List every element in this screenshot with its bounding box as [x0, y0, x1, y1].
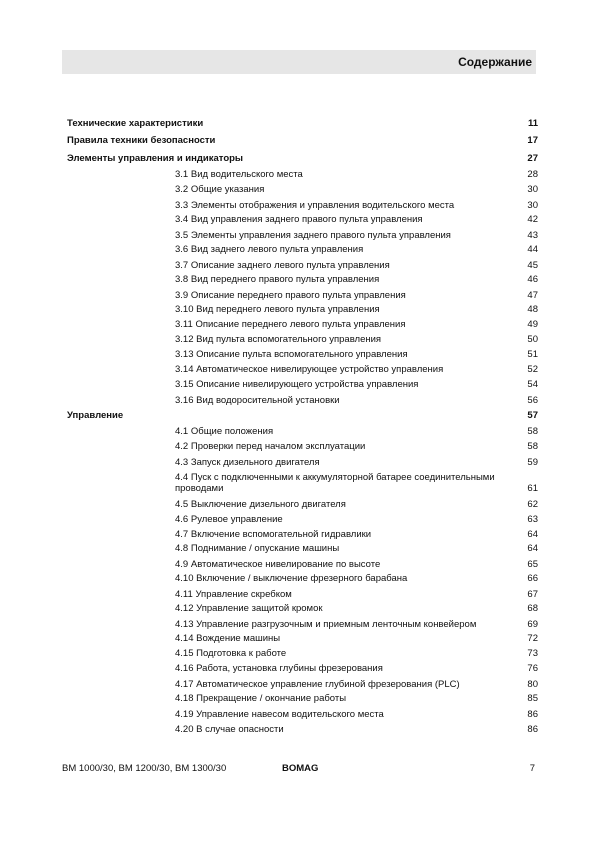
toc-page-number: 68: [527, 603, 538, 614]
toc-entry-title: Управление: [67, 410, 124, 421]
toc-entry-label: [175, 169, 538, 180]
toc-section-number: 3.8: [175, 274, 189, 285]
toc-entry-label: [175, 648, 538, 659]
toc-entry-label: [175, 633, 538, 644]
toc-section-entry[interactable]: [175, 274, 538, 285]
toc-entry-title: Включение / выключение фрезерного барабана: [196, 573, 408, 584]
toc-entry-title: Вид переднего левого пульта управления: [196, 304, 380, 315]
toc-entry-title: В случае опасности: [196, 724, 284, 735]
toc-section-entry[interactable]: [175, 648, 538, 659]
toc-page-number: 47: [527, 290, 538, 301]
toc-section-number: 3.12: [175, 334, 194, 345]
toc-page-number: 66: [527, 573, 538, 584]
toc-page-number: 42: [527, 214, 538, 225]
toc-section-entry[interactable]: [175, 619, 538, 630]
toc-page-number: 56: [527, 395, 538, 406]
footer-models: BM 1000/30, BM 1200/30, BM 1300/30: [62, 763, 227, 774]
toc-page-number: 73: [527, 648, 538, 659]
toc-entry-label: [175, 472, 538, 494]
toc-section-number: 3.7: [175, 260, 189, 271]
toc-entry-label: [175, 543, 538, 554]
toc-page-number: 64: [527, 529, 538, 540]
toc-entry-label: [175, 290, 538, 301]
toc-section-number: 4.8: [175, 543, 189, 554]
toc-entry-label: [175, 589, 538, 600]
toc-chapter-entry[interactable]: [67, 135, 538, 146]
toc-page-number: 85: [527, 693, 538, 704]
toc-page-number: 63: [527, 514, 538, 525]
toc-section-entry[interactable]: [175, 230, 538, 241]
toc-page-number: 62: [527, 499, 538, 510]
toc-section-number: 4.20: [175, 724, 194, 735]
toc-section-number: 3.5: [175, 230, 189, 241]
toc-section-entry[interactable]: [175, 244, 538, 255]
toc-page-number: 64: [527, 543, 538, 554]
toc-section-number: 4.12: [175, 603, 194, 614]
toc-entry-title: Подготовка к работе: [196, 648, 287, 659]
toc-section-entry[interactable]: [175, 559, 538, 570]
toc-section-number: 4.6: [175, 514, 189, 525]
toc-entry-label: [175, 274, 538, 285]
toc-section-number: 3.10: [175, 304, 194, 315]
toc-section-number: 4.16: [175, 663, 194, 674]
toc-section-number: 4.3: [175, 457, 189, 468]
toc-entry-title: Вид пульта вспомогательного управления: [196, 334, 382, 345]
toc-section-entry[interactable]: [175, 679, 538, 690]
toc-entry-label: [175, 709, 538, 720]
toc-page-number: 86: [527, 724, 538, 735]
toc-entry-title: Проверки перед началом эксплуатации: [190, 441, 366, 452]
toc-section-entry[interactable]: [175, 184, 538, 195]
toc-section-entry[interactable]: [175, 514, 538, 525]
toc-section-entry[interactable]: [175, 364, 538, 375]
toc-section-entry[interactable]: [175, 573, 538, 584]
toc-section-number: 4.17: [175, 679, 194, 690]
toc-entry-title: Элементы управления заднего правого пульта управления: [190, 230, 451, 241]
toc-entry-title: Общие положения: [190, 426, 274, 437]
toc-section-number: 3.11: [175, 319, 193, 330]
toc-entry-label: [175, 200, 538, 211]
toc-section-entry[interactable]: [175, 472, 538, 494]
toc-entry-title: Элементы управления и индикаторы: [67, 153, 244, 164]
toc-page-number: 54: [527, 379, 538, 390]
toc-section-entry[interactable]: [175, 529, 538, 540]
toc-entry-label: [175, 379, 538, 390]
toc-page-number: 57: [527, 410, 538, 421]
toc-entry-label: [67, 410, 538, 421]
toc-section-entry[interactable]: [175, 304, 538, 315]
toc-page-number: 17: [527, 135, 538, 146]
toc-entry-label: [175, 426, 538, 437]
toc-section-number: 3.6: [175, 244, 189, 255]
toc-section-entry[interactable]: [175, 200, 538, 211]
toc-entry-label: [175, 349, 538, 360]
toc-section-number: 4.1: [175, 426, 189, 437]
toc-page-number: 11: [527, 118, 538, 129]
page-title: Содержание: [458, 55, 532, 69]
toc-section-entry[interactable]: [175, 169, 538, 180]
toc-section-number: 4.10: [175, 573, 194, 584]
toc-entry-label: [175, 724, 538, 735]
toc-entry-label: [175, 184, 538, 195]
toc-page-number: 86: [527, 709, 538, 720]
toc-page-number: 76: [527, 663, 538, 674]
toc-entry-title: Управление навесом водительского места: [196, 709, 384, 720]
toc-entry-title: Описание заднего левого пульта управления: [190, 260, 390, 271]
toc-entry-title: Описание переднего левого пульта управления: [195, 319, 406, 330]
toc-section-entry[interactable]: [175, 603, 538, 614]
toc-section-number: 3.16: [175, 395, 194, 406]
toc-page-number: 61: [527, 483, 538, 494]
toc-entry-label: [67, 135, 538, 146]
toc-entry-title: Вид водительского места: [190, 169, 303, 180]
toc-entry-label: [175, 693, 538, 704]
toc-section-number: 3.15: [175, 379, 194, 390]
toc-entry-title: Элементы отображения и управления водительского места: [190, 200, 455, 211]
toc-entry-title: Включение вспомогательной гидравлики: [190, 529, 372, 540]
toc-page-number: 48: [527, 304, 538, 315]
toc-chapter-entry[interactable]: [67, 410, 538, 421]
toc-page-number: 30: [527, 184, 538, 195]
toc-page-number: 46: [527, 274, 538, 285]
toc-entry-label: [175, 244, 538, 255]
toc-page-number: 58: [527, 441, 538, 452]
toc-section-entry[interactable]: [175, 334, 538, 345]
toc-entry-title: Автоматическое нивелирование по высоте: [190, 559, 381, 570]
toc-section-entry[interactable]: [175, 441, 538, 452]
toc-page-number: 45: [527, 260, 538, 271]
toc-entry-label: [175, 679, 538, 690]
toc-page-number: 80: [527, 679, 538, 690]
toc-entry-title: Технические характеристики: [67, 118, 204, 129]
toc-entry-label: [175, 334, 538, 345]
toc-entry-title: Общие указания: [190, 184, 265, 195]
toc-entry-title: Описание пульта вспомогательного управления: [196, 349, 408, 360]
toc-entry-label: [175, 559, 538, 570]
toc-section-entry[interactable]: [175, 214, 538, 225]
footer-page-number: 7: [529, 763, 535, 774]
toc-entry-label: [175, 441, 538, 452]
toc-section-entry[interactable]: [175, 395, 538, 406]
toc-section-number: 3.2: [175, 184, 189, 195]
toc-entry-label: [175, 457, 538, 468]
toc-page-number: 49: [527, 319, 538, 330]
toc-section-number: 4.18: [175, 693, 194, 704]
toc-entry-label: [175, 319, 538, 330]
toc-section-entry[interactable]: [175, 319, 538, 330]
toc-chapter-entry[interactable]: [67, 118, 538, 129]
toc-entry-title: Правила техники безопасности: [67, 135, 216, 146]
toc-entry-title: Управление скребком: [195, 589, 292, 600]
toc-entry-title: Запуск дизельного двигателя: [190, 457, 320, 468]
toc-section-entry[interactable]: [175, 260, 538, 271]
toc-section-number: 4.2: [175, 441, 189, 452]
toc-entry-title: Описание нивелирующего устройства управления: [196, 379, 419, 390]
toc-section-number: 4.19: [175, 709, 194, 720]
toc-page-number: 58: [527, 426, 538, 437]
toc-entry-title: Прекращение / окончание работы: [196, 693, 347, 704]
toc-page-number: 51: [527, 349, 538, 360]
toc-page-number: 30: [527, 200, 538, 211]
toc-entry-label: [175, 529, 538, 540]
toc-entry-title: Вид водоросительной установки: [196, 395, 340, 406]
toc-entry-title: Управление разгрузочным и приемным ленточным конвейером: [196, 619, 477, 630]
toc-entry-title: Вид управления заднего правого пульта управления: [190, 214, 423, 225]
toc-section-number: 4.11: [175, 589, 193, 600]
toc-section-entry[interactable]: [175, 543, 538, 554]
toc-entry-label: [175, 663, 538, 674]
toc-section-number: 3.13: [175, 349, 194, 360]
toc-page-number: 44: [527, 244, 538, 255]
toc-entry-label: [175, 364, 538, 375]
toc-entry-title: Вождение машины: [196, 633, 281, 644]
toc-entry-title: Управление защитой кромок: [196, 603, 323, 614]
toc-entry-label: [67, 153, 538, 164]
toc-page-number: 52: [527, 364, 538, 375]
toc-section-number: 4.9: [175, 559, 189, 570]
toc-entry-label: [175, 260, 538, 271]
toc-section-number: 3.4: [175, 214, 189, 225]
toc-section-entry[interactable]: [175, 693, 538, 704]
toc-chapter-entry[interactable]: [67, 153, 538, 164]
toc-page-number: 69: [527, 619, 538, 630]
toc-section-number: 4.4: [175, 472, 189, 483]
toc-entry-label: [175, 214, 538, 225]
toc-section-entry[interactable]: [175, 663, 538, 674]
toc-section-entry[interactable]: [175, 349, 538, 360]
toc-section-number: 4.13: [175, 619, 194, 630]
toc-entry-label: [175, 603, 538, 614]
toc-page-number: 67: [527, 589, 538, 600]
toc-section-number: 3.14: [175, 364, 194, 375]
toc-entry-label: [175, 573, 538, 584]
toc-section-entry[interactable]: [175, 379, 538, 390]
toc-entry-label: [175, 499, 538, 510]
toc-page-number: 27: [527, 153, 538, 164]
toc-section-entry[interactable]: [175, 709, 538, 720]
toc-section-entry[interactable]: [175, 457, 538, 468]
toc-entry-title: Пуск с подключенными к аккумуляторной батарее соединительными проводами: [175, 472, 495, 494]
toc-entry-title: Выключение дизельного двигателя: [190, 499, 346, 510]
toc-entry-title: Описание переднего правого пульта управления: [190, 290, 406, 301]
toc-entry-label: [175, 230, 538, 241]
toc-entry-label: [175, 619, 538, 630]
toc-section-number: 3.1: [175, 169, 189, 180]
toc-section-number: 3.9: [175, 290, 189, 301]
toc-entry-label: [175, 395, 538, 406]
toc-entry-title: Вид переднего правого пульта управления: [190, 274, 380, 285]
toc-section-number: 4.14: [175, 633, 194, 644]
toc-page-number: 65: [527, 559, 538, 570]
toc-section-number: 4.7: [175, 529, 189, 540]
toc-entry-title: Вид заднего левого пульта управления: [190, 244, 364, 255]
toc-entry-title: Рулевое управление: [190, 514, 283, 525]
toc-page-number: 50: [527, 334, 538, 345]
toc-section-entry[interactable]: [175, 426, 538, 437]
toc-page-number: 59: [527, 457, 538, 468]
toc-entry-title: Работа, установка глубины фрезерования: [196, 663, 383, 674]
toc-entry-label: [67, 118, 538, 129]
toc-entry-title: Автоматическое управление глубиной фрезерования (PLC): [196, 679, 460, 690]
toc-entry-label: [175, 514, 538, 525]
toc-entry-title: Автоматическое нивелирующее устройство управления: [196, 364, 444, 375]
toc-section-entry[interactable]: [175, 633, 538, 644]
toc-section-entry[interactable]: [175, 589, 538, 600]
toc-page-number: 72: [527, 633, 538, 644]
toc-page-number: 43: [527, 230, 538, 241]
toc-section-entry[interactable]: [175, 499, 538, 510]
toc-section-entry[interactable]: [175, 724, 538, 735]
toc-section-number: 3.3: [175, 200, 189, 211]
toc-page-number: 28: [527, 169, 538, 180]
toc-section-entry[interactable]: [175, 290, 538, 301]
toc-section-number: 4.5: [175, 499, 189, 510]
footer-brand: BOMAG: [282, 763, 319, 774]
toc-section-number: 4.15: [175, 648, 194, 659]
toc-entry-title: Поднимание / опускание машины: [190, 543, 340, 554]
toc-entry-label: [175, 304, 538, 315]
